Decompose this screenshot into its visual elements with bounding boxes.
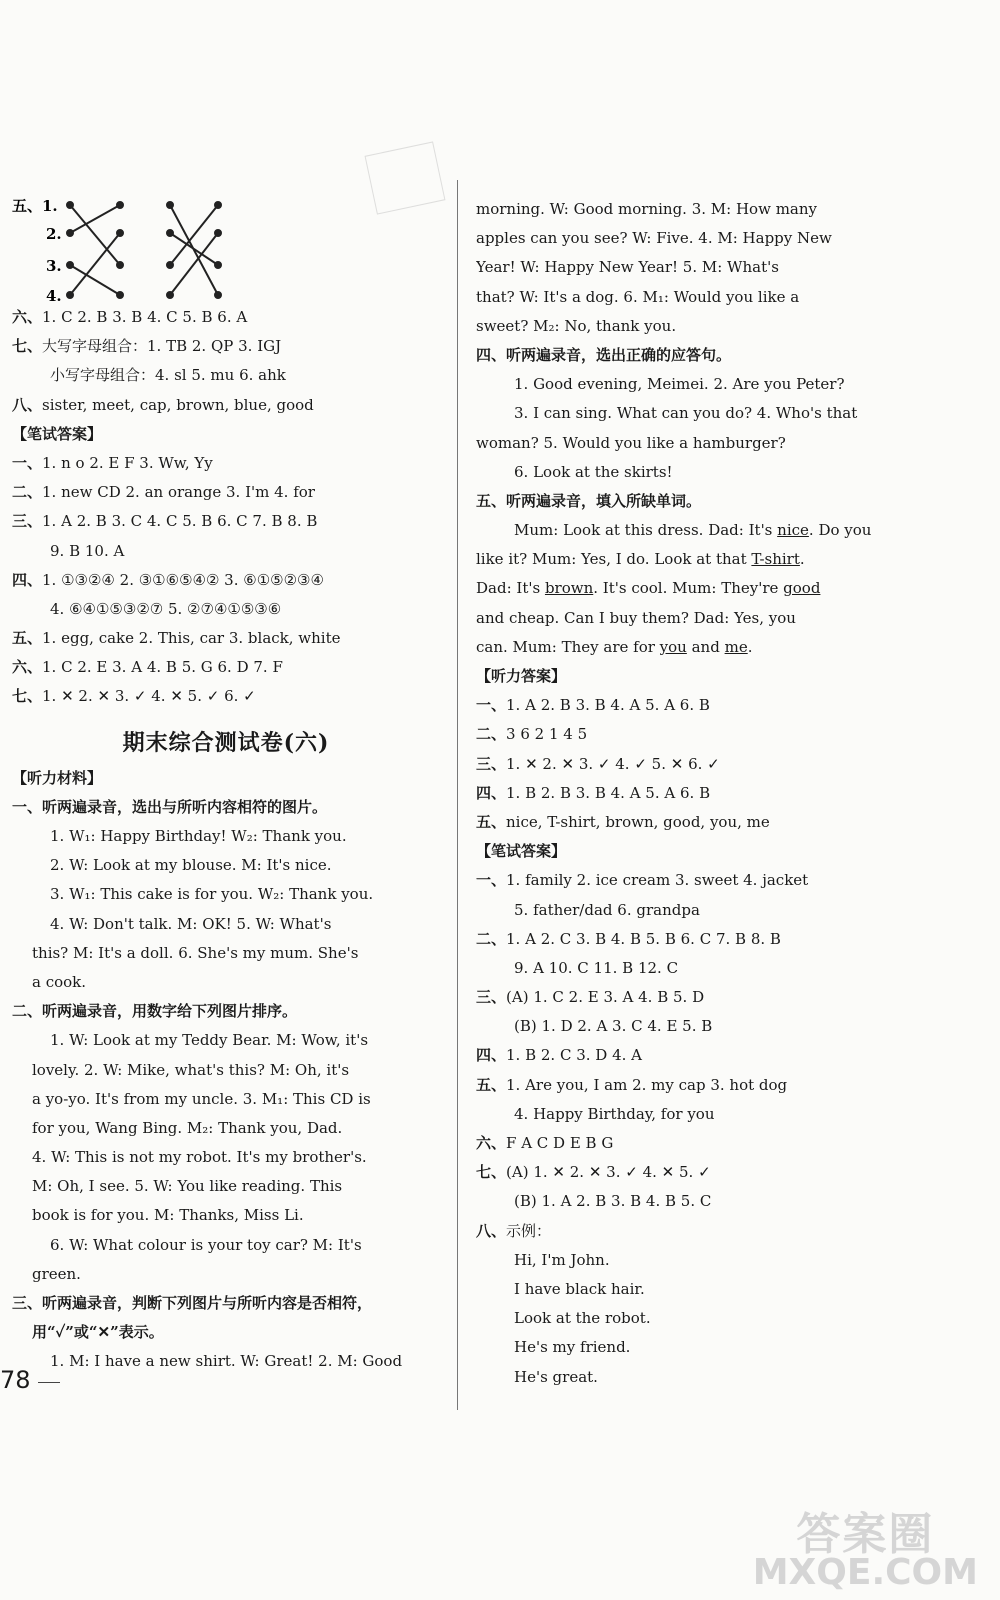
filled-blank: me bbox=[724, 637, 748, 656]
dialog-line bbox=[476, 516, 891, 545]
text-line bbox=[12, 1114, 440, 1143]
dialog-text: and cheap. Can I buy them? Dad: Yes, you bbox=[476, 608, 796, 627]
text-line bbox=[12, 910, 440, 939]
line-text: 1. C 2. E 3. A 4. B 5. G 6. D 7. F bbox=[42, 658, 283, 677]
right-written-answers bbox=[476, 866, 891, 1391]
text-line bbox=[476, 195, 891, 224]
filled-blank: good bbox=[783, 579, 821, 598]
svg-text:3.: 3. bbox=[46, 257, 62, 275]
line-text: sister, meet, cap, brown, blue, good bbox=[42, 395, 314, 414]
text-line bbox=[12, 682, 440, 711]
line-text: this? M: It's a doll. 6. She's my mum. She's bbox=[32, 943, 359, 962]
line-text: 听两遍录音，用数字给下列图片排序。 bbox=[42, 1002, 298, 1021]
dialog-text: Dad: It's bbox=[476, 579, 545, 598]
line-text: 1. B 2. C 3. D 4. A bbox=[506, 1046, 642, 1065]
left-listening-material bbox=[12, 793, 440, 1377]
line-text: 1. egg, cake 2. This, car 3. black, white bbox=[42, 629, 341, 648]
line-text: green. bbox=[32, 1264, 81, 1283]
question-label: 六、 bbox=[476, 1134, 507, 1152]
question-label: 三、 bbox=[476, 988, 507, 1007]
question-label: 一、 bbox=[476, 696, 507, 715]
question-label: 七、 bbox=[12, 687, 43, 706]
text-line bbox=[12, 1056, 440, 1085]
line-text: 1. W: Look at my Teddy Bear. M: Wow, it's bbox=[50, 1031, 369, 1050]
line-text: 1. n o 2. E F 3. Ww, Yy bbox=[42, 453, 213, 472]
line-text: Year! W: Happy New Year! 5. M: What's bbox=[476, 258, 779, 277]
question-label: 四、 bbox=[476, 783, 507, 802]
line-text: (B) 1. D 2. A 3. C 4. E 5. B bbox=[514, 1017, 713, 1036]
text-line bbox=[12, 653, 440, 682]
line-text: Hi, I'm John. bbox=[514, 1250, 610, 1269]
question-label: 五、 bbox=[476, 491, 507, 510]
text-line bbox=[12, 1347, 440, 1376]
line-text: 1. Good evening, Meimei. 2. Are you Peter? bbox=[514, 375, 845, 394]
filled-blank: brown bbox=[544, 579, 594, 598]
column-divider bbox=[457, 180, 458, 1410]
right-column bbox=[476, 195, 891, 1392]
text-line bbox=[12, 939, 440, 968]
text-line bbox=[12, 880, 440, 909]
svg-text:1.: 1. bbox=[42, 197, 58, 215]
text-line bbox=[12, 449, 440, 478]
line-text: I have black hair. bbox=[514, 1279, 645, 1298]
question-label: 五、 bbox=[476, 812, 507, 831]
line-text: 听两遍录音，填入所缺单词。 bbox=[506, 491, 702, 510]
line-text: 3 6 2 1 4 5 bbox=[506, 725, 588, 744]
dialog-line bbox=[476, 604, 891, 633]
watermark-logo: 答案圈 MXQE.COM bbox=[752, 1509, 978, 1593]
question-label: 四、 bbox=[476, 1046, 507, 1065]
question-label: 八、 bbox=[12, 395, 43, 414]
line-text: 1. W₁: Happy Birthday! W₂: Thank you. bbox=[50, 827, 347, 845]
question-label: 七、 bbox=[476, 1163, 507, 1182]
line-text: Look at the robot. bbox=[514, 1309, 651, 1328]
filled-blank: you bbox=[659, 637, 687, 656]
line-text: for you, Wang Bing. M₂: Thank you, Dad. bbox=[32, 1118, 343, 1137]
question-label: 三、 bbox=[12, 1294, 43, 1312]
question-label: 二、 bbox=[12, 1002, 43, 1021]
text-line bbox=[476, 1100, 891, 1129]
line-text: 3. I can sing. What can you do? 4. Who's that bbox=[514, 404, 858, 423]
dialog-text: Mum: Look at this dress. Dad: It's bbox=[514, 521, 778, 540]
text-line bbox=[476, 1012, 891, 1041]
text-line bbox=[476, 1217, 891, 1246]
matching-lines-2 bbox=[160, 195, 300, 315]
filled-blank: T-shirt bbox=[751, 550, 800, 569]
right-listening-answers bbox=[476, 691, 891, 837]
written-header-right: 【笔试答案】 bbox=[476, 842, 567, 861]
text-line bbox=[12, 566, 440, 595]
text-line bbox=[12, 1143, 440, 1172]
text-line bbox=[12, 624, 440, 653]
line-text: (A) 1. C 2. E 3. A 4. B 5. D bbox=[506, 988, 705, 1007]
dialog-line bbox=[476, 633, 891, 662]
match-label: 五、 bbox=[12, 197, 43, 215]
line-text: 1. family 2. ice cream 3. sweet 4. jacket bbox=[506, 871, 809, 890]
question-label: 四、 bbox=[12, 570, 43, 589]
page-number-rule bbox=[38, 1382, 60, 1383]
line-text: 5. father/dad 6. grandpa bbox=[514, 900, 700, 919]
question-label: 一、 bbox=[12, 453, 43, 472]
line-text: 1. C 2. B 3. B 4. C 5. B 6. A bbox=[42, 308, 248, 326]
dialog-text: and bbox=[686, 637, 725, 656]
line-text: that? W: It's a dog. 6. M₁: Would you like a bbox=[476, 287, 800, 306]
text-line bbox=[12, 793, 440, 822]
question-label: 五、 bbox=[476, 1075, 507, 1094]
text-line bbox=[12, 1231, 440, 1260]
text-line bbox=[476, 399, 891, 428]
text-line bbox=[476, 312, 891, 341]
line-text: morning. W: Good morning. 3. M: How many bbox=[476, 200, 817, 218]
question-label: 二、 bbox=[476, 929, 507, 948]
line-text: 1. A 2. C 3. B 4. B 5. B 6. C 7. B 8. B bbox=[506, 929, 781, 948]
line-text: 4. W: This is not my robot. It's my brother's. bbox=[32, 1148, 367, 1167]
svg-text:2.: 2. bbox=[46, 225, 62, 243]
dialog-text: . It's cool. Mum: They're bbox=[593, 579, 784, 598]
text-line bbox=[476, 341, 891, 370]
text-line bbox=[476, 779, 891, 808]
line-text: 大写字母组合：1. TB 2. QP 3. IGJ bbox=[42, 337, 282, 356]
written-header-left: 【笔试答案】 bbox=[12, 424, 103, 443]
line-text: lovely. 2. W: Mike, what's this? M: Oh, it's bbox=[32, 1060, 350, 1079]
text-line bbox=[12, 537, 440, 566]
question-label: 五、 bbox=[12, 629, 43, 648]
text-line bbox=[476, 1275, 891, 1304]
question-label: 四、 bbox=[476, 345, 507, 364]
line-text: 1. M: I have a new shirt. W: Great! 2. M: Good bbox=[50, 1352, 403, 1371]
line-text: 1. A 2. B 3. B 4. A 5. A 6. B bbox=[506, 696, 710, 715]
line-text: sweet? M₂: No, thank you. bbox=[476, 316, 677, 335]
text-line bbox=[476, 983, 891, 1012]
line-text: M: Oh, I see. 5. W: You like reading. This bbox=[32, 1177, 343, 1196]
text-line bbox=[476, 750, 891, 779]
left-answers-b bbox=[12, 449, 440, 712]
line-text: 4. ⑥④①⑤③②⑦ 5. ②⑦④①⑤③⑥ bbox=[50, 599, 282, 618]
dialog-text: like it? Mum: Yes, I do. Look at that bbox=[476, 550, 752, 569]
text-line bbox=[476, 1158, 891, 1187]
line-text: 3. W₁: This cake is for you. W₂: Thank you. bbox=[50, 885, 374, 904]
line-text: 1. A 2. B 3. C 4. C 5. B 6. C 7. B 8. B bbox=[42, 512, 318, 531]
text-line bbox=[476, 253, 891, 282]
section-title: 期末综合测试卷(六) bbox=[122, 729, 330, 756]
question-label: 二、 bbox=[476, 725, 507, 744]
line-text: 1. ✕ 2. ✕ 3. ✓ 4. ✕ 5. ✓ 6. ✓ bbox=[42, 687, 256, 706]
line-text: 1. Are you, I am 2. my cap 3. hot dog bbox=[506, 1075, 788, 1094]
dialog-text: can. Mum: They are for bbox=[476, 637, 660, 656]
text-line bbox=[476, 954, 891, 983]
text-line bbox=[476, 1333, 891, 1362]
text-line bbox=[12, 1201, 440, 1230]
question-label: 三、 bbox=[12, 512, 43, 531]
matching-exercise bbox=[12, 195, 440, 381]
listening-header: 【听力材料】 bbox=[12, 768, 103, 787]
line-text: 9. B 10. A bbox=[50, 541, 125, 560]
line-text: 6. W: What colour is your toy car? M: It's bbox=[50, 1235, 362, 1254]
dialog-text: . Do you bbox=[808, 521, 872, 540]
text-line bbox=[12, 595, 440, 624]
dialog-text: . bbox=[747, 637, 753, 656]
text-line bbox=[12, 822, 440, 851]
line-text: 4. Happy Birthday, for you bbox=[514, 1104, 715, 1123]
text-line bbox=[476, 1363, 891, 1392]
question-label: 一、 bbox=[12, 797, 43, 816]
text-line bbox=[476, 429, 891, 458]
line-text: He's my friend. bbox=[514, 1338, 631, 1357]
page-number: 78 bbox=[0, 1366, 31, 1394]
line-text: 9. A 10. C 11. B 12. C bbox=[514, 958, 679, 977]
line-text: He's great. bbox=[514, 1367, 598, 1386]
text-line bbox=[12, 1318, 440, 1347]
text-line bbox=[476, 1187, 891, 1216]
dialog-line bbox=[476, 574, 891, 603]
text-line bbox=[476, 1071, 891, 1100]
dialog-line bbox=[476, 545, 891, 574]
question-label: 三、 bbox=[476, 754, 507, 773]
text-line bbox=[12, 997, 440, 1026]
text-line bbox=[476, 1041, 891, 1070]
dialog-text: . bbox=[799, 550, 805, 569]
text-line bbox=[12, 1172, 440, 1201]
fill-in-dialog bbox=[476, 516, 891, 662]
text-line bbox=[476, 1129, 891, 1158]
filled-blank: nice bbox=[777, 521, 809, 540]
question-label: 七、 bbox=[12, 337, 43, 356]
line-text: 听两遍录音，选出与所听内容相符的图片。 bbox=[42, 797, 328, 816]
text-line bbox=[12, 507, 440, 536]
line-text: 1. ✕ 2. ✕ 3. ✓ 4. ✓ 5. ✕ 6. ✓ bbox=[506, 754, 720, 773]
question-label: 六、 bbox=[12, 308, 43, 326]
right-listening-material bbox=[476, 195, 891, 516]
text-line bbox=[476, 896, 891, 925]
text-line bbox=[476, 1246, 891, 1275]
line-text: 1. B 2. B 3. B 4. A 5. A 6. B bbox=[506, 783, 711, 802]
text-line bbox=[12, 1085, 440, 1114]
line-text: 2. W: Look at my blouse. M: It's nice. bbox=[50, 856, 332, 875]
question-label: 八、 bbox=[476, 1221, 507, 1240]
line-text: 6. Look at the skirts! bbox=[514, 462, 673, 481]
line-text: (B) 1. A 2. B 3. B 4. B 5. C bbox=[514, 1192, 712, 1211]
line-text: a yo-yo. It's from my uncle. 3. M₁: This CD is bbox=[32, 1089, 371, 1108]
line-text: 1. ①③②④ 2. ③①⑥⑤④② 3. ⑥①⑤②③④ bbox=[42, 570, 324, 589]
question-label: 二、 bbox=[12, 483, 43, 502]
text-line bbox=[12, 391, 440, 420]
text-line bbox=[476, 487, 891, 516]
line-text: woman? 5. Would you like a hamburger? bbox=[476, 433, 786, 452]
left-column bbox=[12, 195, 440, 1377]
text-line bbox=[476, 1304, 891, 1333]
line-text: nice, T-shirt, brown, good, you, me bbox=[506, 812, 770, 831]
line-text: F A C D E B G bbox=[506, 1134, 614, 1152]
text-line bbox=[12, 968, 440, 997]
text-line bbox=[476, 224, 891, 253]
text-line bbox=[12, 1289, 440, 1318]
text-line bbox=[476, 720, 891, 749]
line-text: 4. W: Don't talk. M: OK! 5. W: What's bbox=[50, 914, 332, 933]
line-text: 听两遍录音，选出正确的应答句。 bbox=[506, 345, 732, 364]
line-text: 小写字母组合：4. sl 5. mu 6. ahk bbox=[50, 366, 286, 385]
text-line bbox=[12, 478, 440, 507]
text-line bbox=[476, 866, 891, 895]
line-text: apples can you see? W: Five. 4. M: Happy New bbox=[476, 229, 832, 248]
text-line bbox=[476, 370, 891, 399]
line-text: book is for you. M: Thanks, Miss Li. bbox=[32, 1206, 304, 1225]
line-text: 听两遍录音，判断下列图片与所听内容是否相符， bbox=[42, 1294, 373, 1312]
question-label: 一、 bbox=[476, 871, 507, 890]
text-line bbox=[476, 808, 891, 837]
text-line bbox=[476, 458, 891, 487]
text-line bbox=[476, 283, 891, 312]
listening-answers-header: 【听力答案】 bbox=[476, 667, 567, 685]
text-line bbox=[12, 851, 440, 880]
text-line bbox=[476, 691, 891, 720]
line-text: 用“✓”或“✕”表示。 bbox=[32, 1323, 164, 1342]
line-text: 示例： bbox=[506, 1221, 552, 1240]
svg-text:4.: 4. bbox=[46, 287, 62, 305]
text-line bbox=[476, 925, 891, 954]
question-label: 六、 bbox=[12, 658, 43, 677]
text-line bbox=[12, 1026, 440, 1055]
line-text: a cook. bbox=[32, 972, 87, 991]
line-text: 1. new CD 2. an orange 3. I'm 4. for bbox=[42, 483, 315, 502]
line-text: (A) 1. ✕ 2. ✕ 3. ✓ 4. ✕ 5. ✓ bbox=[506, 1163, 711, 1182]
text-line bbox=[12, 1260, 440, 1289]
